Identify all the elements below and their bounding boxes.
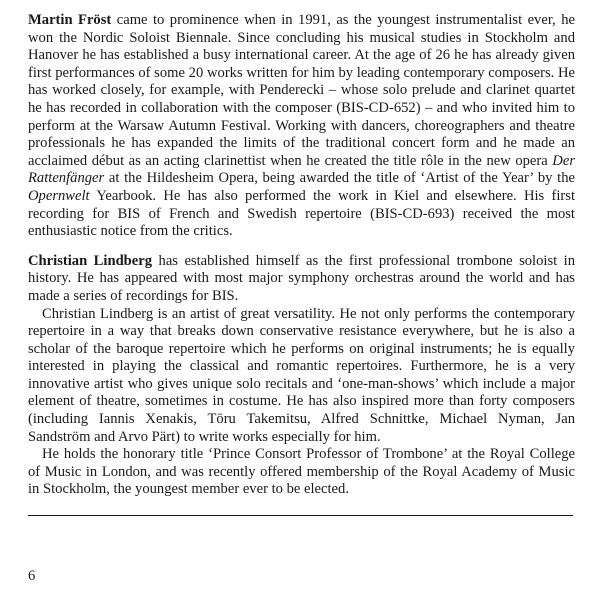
text-run: Christian Lindberg is an artist of great versatility. He not only performs the contemporary repertoire in a way that breaks down conservative resistance everywhere, but he is also a scholar of the baroque repertoire which he performs on original instruments; he is equally interested in playing the classical and romantic repertoires. Furthermore, he is a very innovative artist who gives unique solo recitals and ‘one-man-shows’ which include a major element of theatre, sometimes in costume. He has also inspired more than forty composers (including Iannis Xenakis, Tōru Takemitsu, Alfred Schnittke, Michael Nyman, Jan Sandström and Arvo Pärt) to write works especially for him.	[28, 305, 575, 445]
paragraph	[28, 253, 575, 306]
text-run: has established himself as the first professional trombone soloist in history. He has appeared with most major symphony orchestras around the world and has made a series of recordings for BIS.	[28, 252, 576, 304]
horizontal-rule	[28, 515, 573, 516]
paragraph	[28, 12, 575, 241]
artist-name: Christian Lindberg	[28, 252, 153, 269]
italic-title: Der Rattenfänger	[28, 152, 575, 187]
page-number: 6	[28, 568, 36, 584]
paragraph	[28, 446, 575, 499]
biography-section	[28, 12, 575, 241]
text-run: He holds the honorary title ‘Prince Consort Professor of Trombone’ at the Royal College of Music in London, and was recently offered membership of the Royal Academy of Music in Stockholm, the youngest member ever to be elected.	[28, 446, 575, 498]
biography-text	[28, 12, 575, 499]
text-run: at the Hildesheim Opera, being awarded the title of ‘Artist of the Year’ by the	[104, 170, 575, 187]
italic-title: Opernwelt	[28, 187, 90, 204]
text-run: came to prominence when in 1991, as the youngest instrumentalist ever, he won the Nordic Soloist Biennale. Since concluding his musical studies in Stockholm and Hanover he has established a busy international career. At the age of 26 he has already given first performances of some 20 works written for him by leading contemporary composers. He has worked closely, for example, with Penderecki – whose solo prelude and clarinet quartet he has recorded in collaboration with the composer (BIS-CD-652) – and who invited him to perform at the Warsaw Autumn Festival. Working with dancers, choreographers and theatre professionals he has expanded the limits of the traditional concert form and he made an acclaimed début as an acting clarinettist when he created the title rôle in the new opera	[28, 12, 575, 169]
paragraph	[28, 306, 575, 447]
biography-section	[28, 253, 575, 499]
artist-name: Martin Fröst	[28, 12, 112, 28]
text-run: Yearbook. He has also performed the work in Kiel and elsewhere. His first recording for BIS of French and Swedish repertoire (BIS-CD-693) received the most enthusiastic notice from the critics.	[28, 187, 575, 240]
